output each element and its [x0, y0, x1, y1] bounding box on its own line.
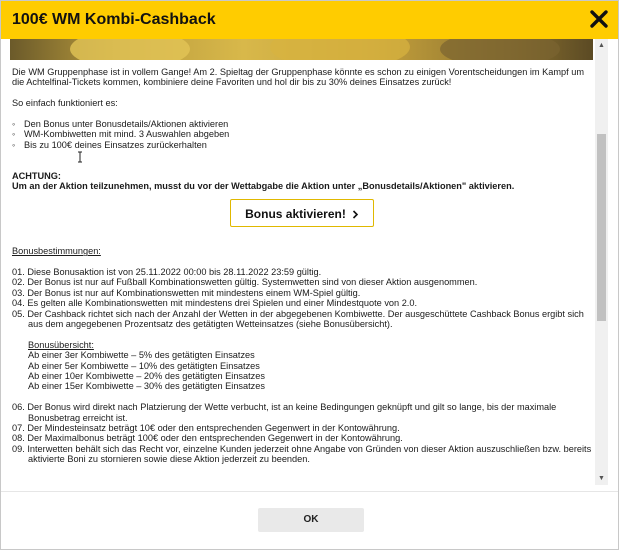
bonus-overview: [12, 340, 592, 392]
terms-num: 07.: [12, 423, 25, 434]
terms-item: [12, 298, 592, 308]
dialog-title: 100€ WM Kombi-Cashback: [12, 11, 216, 28]
activate-bonus-label: Bonus aktivieren!: [245, 206, 346, 221]
terms-num: 08.: [12, 433, 25, 444]
list-item: ◦ Den Bonus unter Bonusdetails/Aktionen aktivieren: [24, 119, 592, 129]
close-icon[interactable]: [588, 8, 610, 30]
terms-num: 03.: [12, 287, 25, 298]
terms-num: 05.: [12, 308, 25, 319]
terms-num: 04.: [12, 298, 25, 309]
vertical-scrollbar[interactable]: [595, 39, 608, 485]
terms-item: [12, 288, 592, 298]
terms-list: [12, 267, 592, 329]
terms-text: Es gelten alle Kombinationswetten mit mindestens drei Spielen und einer Mindestquote von 2.0.: [27, 298, 418, 309]
terms-item: [12, 402, 592, 423]
terms-text: Der Cashback richtet sich nach der Anzahl der Wetten in der abgegebenen Kombiwette. Der ausgeschüttete Cashback Bonus ergibt sich aus dem angegebenen Prozentsatz des getätigten Wetteinsatzes (siehe Bonusübersicht).: [27, 308, 584, 330]
terms-text: Der Bonus ist nur auf Fußball Kombinationswetten gültig. Systemwetten sind von dieser Aktion ausgenommen.: [27, 277, 478, 288]
chevron-right-icon: [352, 200, 359, 228]
overview-item: Ab einer 5er Kombiwette – 10% des getätigten Einsatzes: [28, 360, 260, 371]
activate-bonus-button[interactable]: [230, 199, 374, 227]
overview-item: Ab einer 10er Kombiwette – 20% des getätigten Einsatzes: [28, 371, 265, 382]
dialog-header: [1, 1, 618, 39]
terms-item: [12, 267, 592, 277]
how-heading: So einfach funktioniert es:: [12, 98, 118, 109]
overview-heading: Bonusübersicht:: [28, 339, 94, 350]
terms-num: 01.: [12, 267, 25, 277]
steps-list: [12, 119, 592, 150]
terms-item: [12, 309, 592, 330]
list-item: ◦ WM-Kombiwetten mit mind. 3 Auswahlen abgeben: [24, 129, 592, 139]
text-cursor-icon: [77, 150, 83, 162]
promo-banner-image: [10, 39, 593, 60]
scroll-up-arrow-icon[interactable]: ▲: [598, 42, 605, 49]
list-item: ◦ Bis zu 100€ deines Einsatzes zurückerhalten: [24, 140, 592, 150]
scroll-down-arrow-icon[interactable]: ▼: [598, 475, 605, 482]
terms-text: Der Mindesteinsatz beträgt 10€ oder den entsprechenden Gegenwert in der Kontowährung.: [27, 423, 400, 434]
scrollable-content[interactable]: [1, 39, 618, 485]
terms-num: 09.: [12, 443, 25, 454]
footer-divider: [1, 491, 618, 492]
terms-num: 02.: [12, 277, 25, 288]
terms-num: 06.: [12, 402, 25, 413]
terms-item: [12, 423, 592, 433]
overview-item: Ab einer 15er Kombiwette – 30% des getätigten Einsatzes: [28, 381, 265, 392]
terms-text: Interwetten behält sich das Recht vor, einzelne Kunden jederzeit ohne Angabe von Gründen von dieser Aktion auszuschließen bzw. bereits aktivierte Boni zu stornieren sowie diese Aktion jederzeit zu beenden.: [27, 443, 592, 465]
overview-item: Ab einer 3er Kombiwette – 5% des getätigten Einsatzes: [28, 350, 255, 361]
terms-text: Diese Bonusaktion ist von 25.11.2022 00:00 bis 28.11.2022 23:59 gültig.: [27, 267, 322, 277]
terms-list-continued: [12, 402, 592, 464]
terms-item: [12, 277, 592, 287]
attention-heading: ACHTUNG:: [12, 171, 61, 181]
terms-item: [12, 444, 592, 465]
terms-item: [12, 433, 592, 443]
promo-text: [12, 67, 592, 465]
terms-text: Der Bonus wird direkt nach Platzierung der Wette verbucht, ist an keine Bedingungen geknüpft und gilt so lange, bis der maximale Bonusbetrag erreicht ist.: [27, 402, 557, 423]
terms-heading: Bonusbestimmungen:: [12, 246, 101, 257]
terms-text: Der Bonus ist nur auf Kombinationswetten mit mindestens einem WM-Spiel gültig.: [27, 287, 361, 298]
intro-text: Die WM Gruppenphase ist in vollem Gange! Am 2. Spieltag der Gruppenphase könnte es schon zu einigen Vorentscheidungen im Kampf um die Achtelfinal-Tickets kommen, kombiniere deine Favoriten und hol dir bis zu 30% deines Einsatzes zurück!: [12, 67, 584, 88]
attention-text: Um an der Aktion teilzunehmen, musst du vor der Wettabgabe die Aktion unter „Bonusdetails/Aktionen" aktivieren.: [12, 181, 515, 192]
terms-text: Der Maximalbonus beträgt 100€ oder den entsprechenden Gegenwert in der Kontowährung.: [27, 433, 403, 444]
scrollbar-thumb[interactable]: [597, 134, 606, 321]
ok-button[interactable]: OK: [258, 508, 364, 532]
